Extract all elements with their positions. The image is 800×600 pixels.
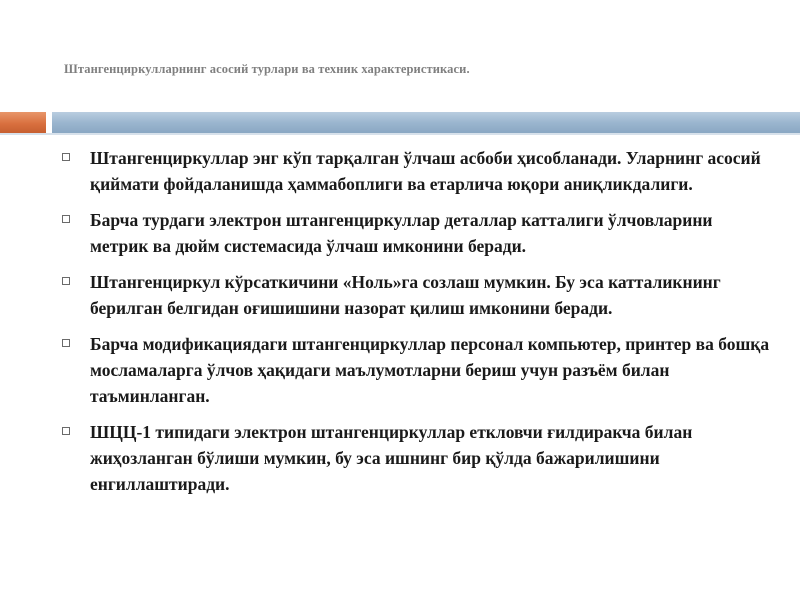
bullet-item — [60, 269, 770, 321]
accent-bar-underline — [0, 133, 800, 135]
bullet-text: Барча турдаги электрон штангенциркуллар деталлар катталиги ўлчовларини метрик ва дюйм системасида ўлчаш имконини беради. — [90, 210, 713, 256]
bullet-item — [60, 145, 770, 197]
square-bullet-icon — [62, 277, 70, 285]
bullet-item — [60, 419, 770, 497]
square-bullet-icon — [62, 153, 70, 161]
square-bullet-icon — [62, 339, 70, 347]
accent-bar-blue — [52, 112, 800, 133]
bullet-list — [60, 145, 770, 507]
slide-title: Штангенциркулларнинг асосий турлари ва техник характеристикаси. — [64, 62, 470, 76]
bullet-item — [60, 331, 770, 409]
bullet-text: Барча модификациядаги штангенциркуллар персонал компьютер, принтер ва бошқа мосламаларга ўлчов ҳақидаги маълумотларни бериш учун разъём билан таъминланган. — [90, 334, 770, 406]
bullet-text: Штангенциркуллар энг кўп тарқалган ўлчаш асбоби ҳисобланади. Уларнинг асосий қиймати фойдаланишда ҳаммабоплиги ва етарлича юқори аниқликдалиги. — [90, 148, 761, 194]
square-bullet-icon — [62, 215, 70, 223]
square-bullet-icon — [62, 427, 70, 435]
bullet-text: ШЦЦ-1 типидаги электрон штангенциркуллар еткловчи ғилдиракча билан жиҳозланган бўлиши мумкин, бу эса ишнинг бир қўлда бажарилишини енгиллаштиради. — [90, 422, 693, 494]
bullet-item — [60, 207, 770, 259]
accent-bar-orange — [0, 112, 46, 133]
bullet-text: Штангенциркул кўрсаткичини «Ноль»га созлаш мумкин. Бу эса катталикнинг берилган белгидан оғишишини назорат қилиш имконини беради. — [90, 272, 721, 318]
